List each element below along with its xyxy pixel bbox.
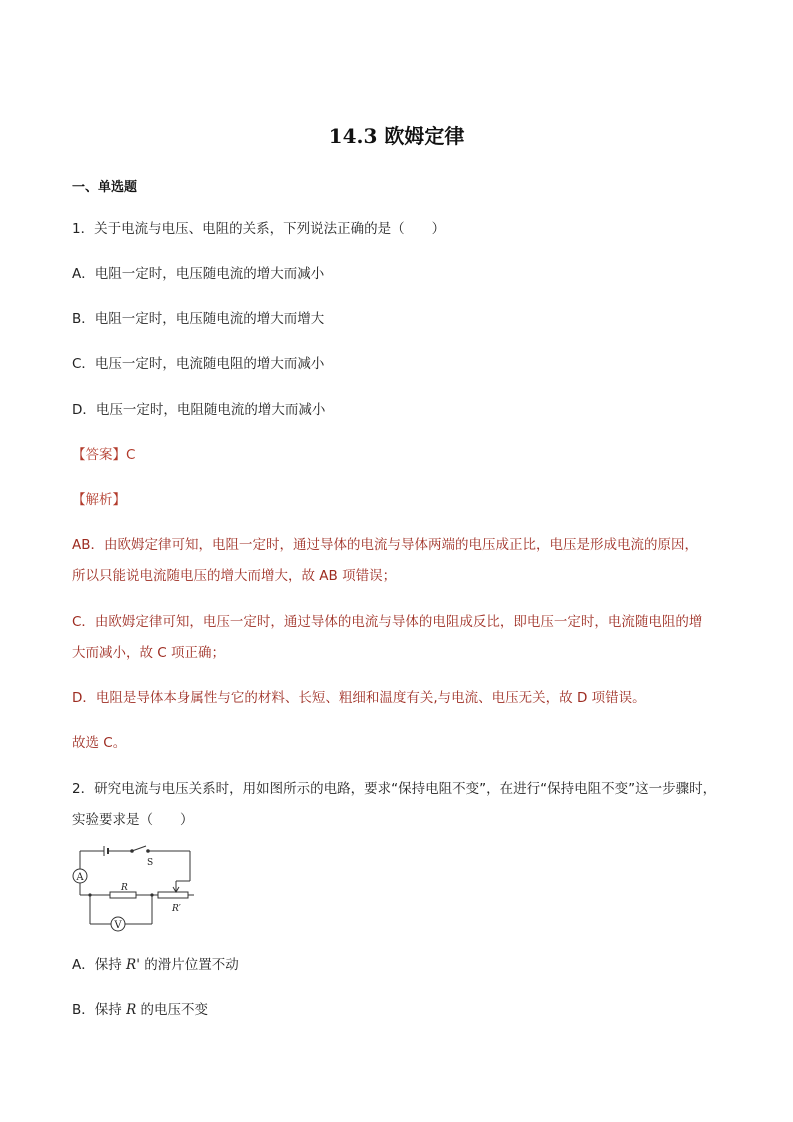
option-a-suffix: 的滑片位置不动 — [139, 957, 239, 973]
switch-label: S — [147, 858, 154, 868]
option-b-variable: R — [126, 1002, 137, 1018]
question-1-option-b: B．电阻一定时，电压随电流的增大而增大 — [72, 311, 325, 327]
conclusion: 故选 C。 — [72, 735, 127, 751]
resistor-label: R — [121, 883, 128, 893]
question-1-option-c: C．电压一定时，电流随电阻的增大而减小 — [72, 356, 325, 372]
option-b-suffix: 的电压不变 — [136, 1002, 209, 1018]
rheostat-label: R′ — [172, 904, 181, 914]
answer-tag: 【答案】 — [72, 447, 126, 463]
analysis-line-1: AB．由欧姆定律可知，电阻一定时，通过导体的电流与导体两端的电压成正比，电压是形成电流的原因， — [72, 537, 698, 553]
switch-blade — [132, 846, 146, 851]
question-2-option-b — [72, 998, 208, 1018]
analysis-line-4: 大而减小，故 C 项正确； — [72, 645, 226, 661]
option-a-prefix: A．保持 — [72, 957, 127, 973]
ammeter-label: A — [76, 872, 84, 883]
rheostat-symbol — [158, 892, 188, 898]
circuit-diagram — [66, 845, 206, 933]
section-heading: 一、单选题 — [72, 180, 138, 195]
question-1-stem: 1．关于电流与电压、电阻的关系，下列说法正确的是（ ） — [72, 221, 446, 237]
answer-value: C — [126, 447, 136, 463]
question-1-option-a: A．电阻一定时，电压随电流的增大而减小 — [72, 266, 325, 282]
analysis-line-5: D．电阻是导体本身属性与它的材料、长短、粗细和温度有关,与电流、电压无关，故 D 项错误。 — [72, 690, 646, 706]
option-a-variable: R' — [126, 957, 140, 973]
answer-line — [72, 443, 135, 463]
question-1-option-d: D．电压一定时，电阻随电流的增大而减小 — [72, 402, 326, 418]
analysis-line-3: C．由欧姆定律可知，电压一定时，通过导体的电流与导体的电阻成反比，即电压一定时，电流随电阻的增 — [72, 614, 703, 630]
question-2-option-a — [72, 953, 239, 973]
page-title: 14.3 欧姆定律 — [328, 124, 465, 148]
option-b-prefix: B．保持 — [72, 1002, 127, 1018]
voltmeter-label: V — [114, 920, 122, 931]
analysis-line-2: 所以只能说电流随电压的增大而增大，故 AB 项错误； — [72, 568, 397, 584]
question-2-stem-line-2: 实验要求是（ ） — [72, 812, 194, 828]
question-2-stem-line-1: 2．研究电流与电压关系时，用如图所示的电路，要求“保持电阻不变”，在进行“保持电阻不变”这一步骤时， — [72, 781, 717, 797]
analysis-tag: 【解析】 — [72, 492, 126, 508]
